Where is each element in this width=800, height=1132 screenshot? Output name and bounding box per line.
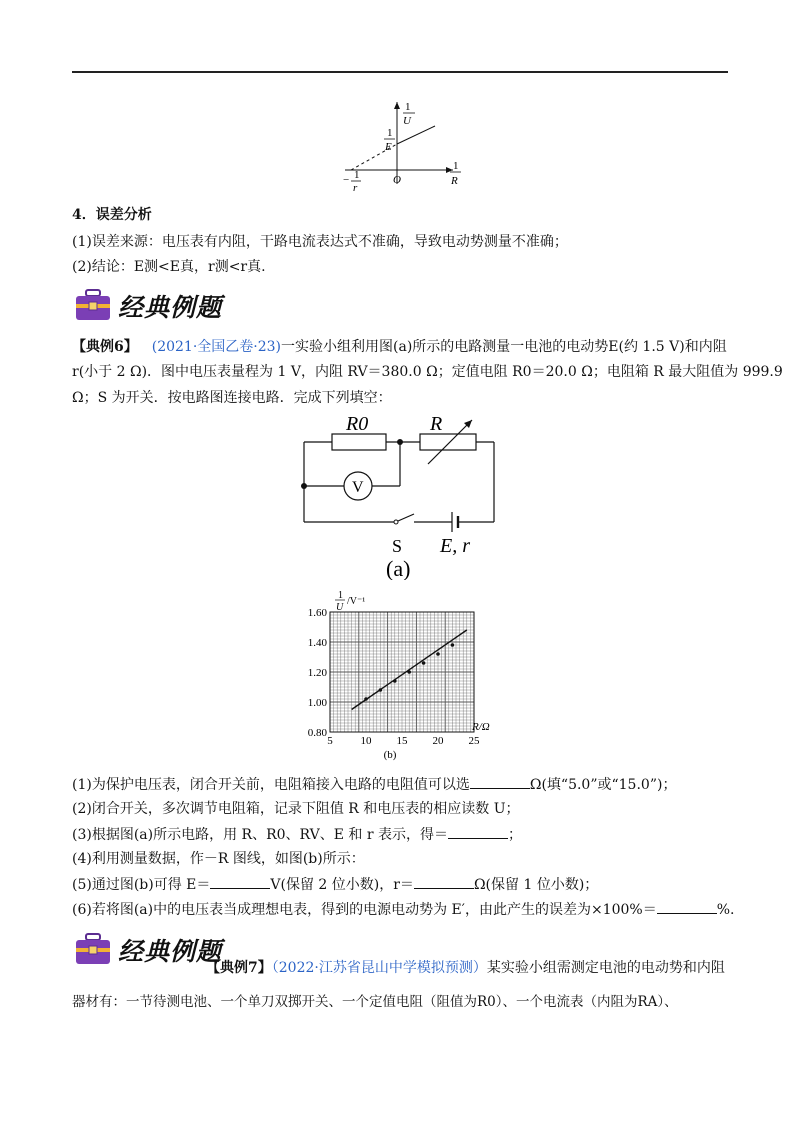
data-point — [393, 679, 397, 683]
example-banner-2 — [74, 932, 222, 968]
section-heading: 4．误差分析 — [72, 207, 152, 223]
battery-label: E, r — [440, 535, 470, 557]
q1-blank[interactable] — [470, 774, 530, 789]
data-point — [451, 643, 455, 647]
q5: (5)通过图(b)可得 E＝ V(保留 2 位小数)，r＝ Ω(保留 1 位小数)； — [72, 874, 598, 895]
briefcase-icon — [74, 288, 112, 324]
example6-line1 — [72, 337, 727, 357]
top-rule — [72, 71, 728, 73]
x-tick-label: 5 — [327, 735, 333, 747]
x-label-num: 1 — [453, 160, 459, 172]
q1: (1)为保护电压表，闭合开关前，电阻箱接入电路的电阻值可以选 Ω(填“5.0”或“15.0”)； — [72, 774, 676, 795]
banner-title: 经典例题 — [118, 937, 223, 966]
example6-source: (2021·全国乙卷·23) — [151, 339, 282, 355]
y-tick-label: 0.80 — [307, 727, 327, 739]
rheostat-resistor — [420, 434, 476, 450]
section-line-1: (1)误差来源：电压表有内阻，干路电流表达式不准确，导致电动势测量不准确； — [72, 234, 568, 250]
r0-resistor — [332, 434, 386, 450]
switch-label: S — [392, 536, 403, 556]
neg-num: 1 — [354, 169, 360, 181]
example7-line2: 器材有：一节待测电池、一个单刀双掷开关、一个定值电阻（阻值为R0）、一个电流表（内阻为RA）、 — [72, 994, 678, 1010]
intercept-den: E — [385, 141, 392, 153]
x-tick-label: 25 — [468, 735, 480, 747]
example6-line3: Ω；S 为开关．按电路图连接电路．完成下列填空： — [72, 390, 392, 406]
example6-label: 【典例6】 — [72, 339, 138, 355]
r-label: R — [430, 413, 443, 435]
briefcase-icon — [74, 932, 112, 968]
inverse-graph — [335, 98, 475, 192]
q5-blank-e[interactable] — [210, 874, 270, 889]
x-axis-label: R/Ω — [472, 721, 490, 733]
neg-den: r — [353, 182, 358, 192]
example6-line2: r(小于 2 Ω)．图中电压表量程为 1 V，内阻 RV＝380.0 Ω；定值电阻 R0＝20.0 Ω；电阻箱 R 最大阻值为 999.9 — [72, 364, 783, 380]
section-line-2: (2)结论：E测<E真，r测<r真. — [72, 259, 266, 275]
q3: (3)根据图(a)所示电路，用 R、R0、RV、E 和 r 表示，得＝ ； — [72, 824, 522, 845]
example6-text1: 一实验小组利用图(a)所示的电路测量一电池的电动势E(约 1.5 V)和内阻 — [281, 339, 727, 355]
example7-source: （2022·江苏省昆山中学模拟预测） — [271, 960, 487, 976]
example-banner — [74, 288, 222, 324]
data-point — [364, 697, 368, 701]
y-label-num: 1 — [405, 101, 411, 113]
y-label-den: U — [403, 115, 411, 127]
data-line — [397, 126, 435, 144]
chart-b — [290, 588, 510, 766]
chart-caption: (b) — [383, 749, 397, 761]
y-tick-label: 1.20 — [307, 667, 327, 679]
circuit-caption: (a) — [386, 556, 411, 580]
intercept-num: 1 — [387, 127, 393, 139]
y-label-num: 1 — [338, 590, 343, 601]
data-point — [407, 670, 411, 674]
y-tick-label: 1.60 — [307, 607, 327, 619]
banner-title: 经典例题 — [118, 293, 223, 322]
q5-blank-r[interactable] — [414, 874, 474, 889]
switch — [398, 514, 414, 521]
q6: (6)若将图(a)中的电压表当成理想电表，得到的电源电动势为 E′，由此产生的误差为×100%＝ %. — [72, 899, 734, 920]
neg-sign: − — [343, 174, 350, 186]
x-tick-label: 10 — [360, 735, 372, 747]
voltmeter-label: V — [352, 479, 364, 496]
example7-label: 【典例7】 — [206, 960, 272, 976]
x-tick-label: 15 — [396, 735, 408, 747]
y-tick-label: 1.40 — [307, 637, 327, 649]
y-tick-label: 1.00 — [307, 697, 327, 709]
x-tick-label: 20 — [432, 735, 444, 747]
q2: (2)闭合开关，多次调节电阻箱，记录下阻值 R 和电压表的相应读数 U； — [72, 801, 520, 817]
example7-line1: 【典例7】（2022·江苏省昆山中学模拟预测）某实验小组需测定电池的电动势和内阻 — [206, 960, 725, 976]
y-label-den: U — [336, 602, 344, 613]
r0-label: R0 — [346, 413, 369, 435]
origin-label: O — [393, 174, 401, 186]
q4: (4)利用测量数据，作－R 图线，如图(b)所示： — [72, 851, 365, 867]
x-label-den: R — [451, 175, 458, 187]
q3-blank[interactable] — [448, 824, 508, 839]
data-point — [379, 688, 383, 692]
data-point — [436, 652, 440, 656]
y-label-unit: /V⁻¹ — [347, 596, 366, 607]
q6-blank[interactable] — [657, 899, 717, 914]
circuit-diagram — [290, 410, 510, 580]
y-axis-arrow — [394, 102, 400, 109]
data-point — [422, 661, 426, 665]
